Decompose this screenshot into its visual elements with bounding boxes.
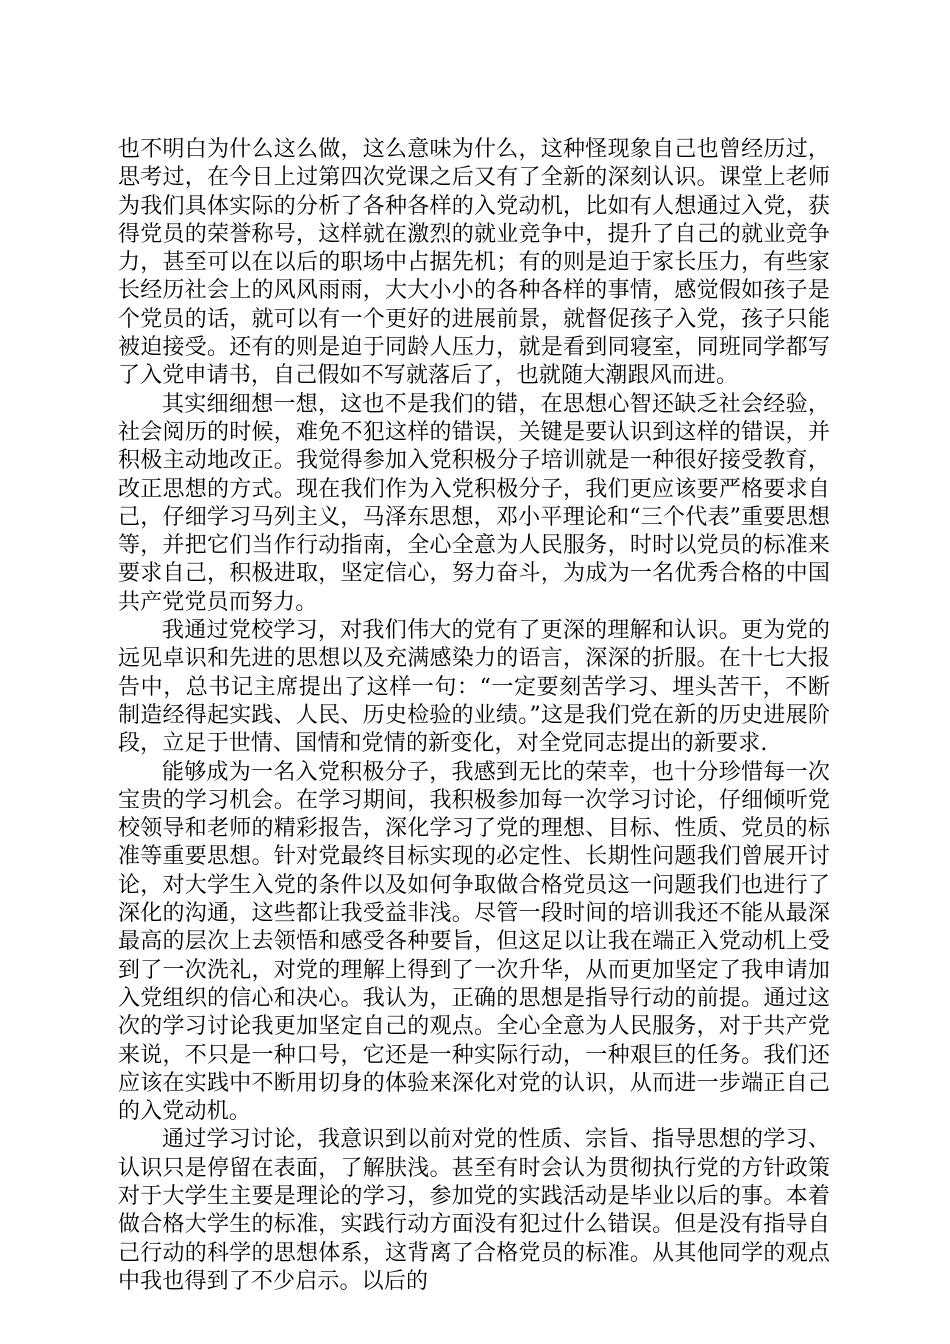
paragraph-4: 能够成为一名入党积极分子，我感到无比的荣幸，也十分珍惜每一次宝贵的学习机会。在学习期间，我积极参加每一次学习讨论，仔细倾听党校领导和老师的精彩报告，深化学习了党的理想、目标、性质、党员的标准等重要思想。针对党最终目标实现的必定性、长期性问题我们曾展开讨论，对大学生入党的条件以及如何争取做合格党员这一问题我们也进行了深化的沟通，这些都让我受益非浅。尽管一段时间的培训我还不能从最深最高的层次上去领悟和感受各种要旨，但这足以让我在端正入党动机上受到了一次洗礼，对党的理解上得到了一次升华，从而更加坚定了我申请加入党组织的信心和决心。我认为，正确的思想是指导行动的前提。通过这次的学习讨论我更加坚定自己的观点。全心全意为人民服务，对于共产党来说，不只是一种口号，它还是一种实际行动，一种艰巨的任务。我们还应该在实践中不断用切身的体验来深化对党的认识，从而进一步端正自己的入党动机。 [118,759,830,1125]
paragraph-1: 也不明白为什么这么做，这么意味为什么，这种怪现象自己也曾经历过，思考过，在今日上过第四次党课之后又有了全新的深刻认识。课堂上老师为我们具体实际的分析了各种各样的入党动机，比如有人想通过入党，获得党员的荣誉称号，这样就在激烈的就业竞争中，提升了自己的就业竞争力，甚至可以在以后的职场中占据先机；有的则是迫于家长压力，有些家长经历社会上的风风雨雨，大大小小的各种各样的事情，感觉假如孩子是个党员的话，就可以有一个更好的进展前景，就督促孩子入党，孩子只能被迫接受。还有的则是迫于同龄人压力，就是看到同寝室，同班同学都写了入党申请书，自己假如不写就落后了，也就随大潮跟风而进。 [118,137,830,389]
paragraph-5: 通过学习讨论，我意识到以前对党的性质、宗旨、指导思想的学习、认识只是停留在表面，了解肤浅。甚至有时会认为贯彻执行党的方针政策对于大学生主要是理论的学习，参加党的实践活动是毕业以后的事。本着做合格大学生的标准，实践行动方面没有犯过什么错误。但是没有指导自己行动的科学的思想体系，这背离了合格党员的标准。从其他同学的观点中我也得到了不少启示。以后的 [118,1127,830,1294]
document-page [118,136,830,1296]
paragraph-3: 我通过党校学习，对我们伟大的党有了更深的理解和认识。更为党的远见卓识和先进的思想以及充满感染力的语言，深深的折服。在十七大报告中，总书记主席提出了这样一句：“一定要刻苦学习、埋头苦干，不断制造经得起实践、人民、历史检验的业绩。”这是我们党在新的历史进展阶段，立足于世情、国情和党情的新变化，对全党同志提出的新要求. [118,618,830,757]
paragraph-2: 其实细细想一想，这也不是我们的错，在思想心智还缺乏社会经验，社会阅历的时候，难免不犯这样的错误，关键是要认识到这样的错误，并积极主动地改正。我觉得参加入党积极分子培训就是一种很好接受教育，改正思想的方式。现在我们作为入党积极分子，我们更应该要严格要求自己，仔细学习马列主义，马泽东思想，邓小平理论和“三个代表”重要思想等，并把它们当作行动指南，全心全意为人民服务，时时以党员的标准来要求自己，积极进取，坚定信心，努力奋斗，为成为一名优秀合格的中国共产党党员而努力。 [118,391,830,615]
